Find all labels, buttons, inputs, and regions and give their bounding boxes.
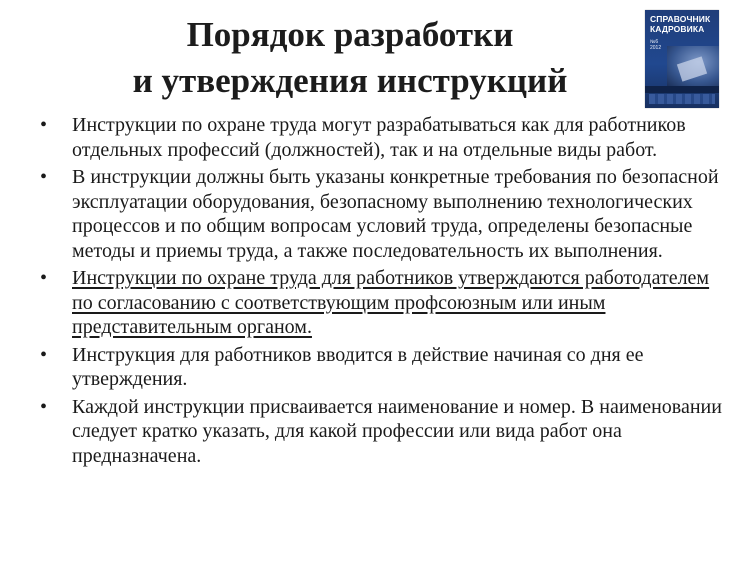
bullet-marker: • [40,166,48,188]
bullet-text: Инструкции по охране труда могут разрабатываться как для работников отдельных профессий (должностей), так и на отдельные виды работ. [72,114,686,161]
title-line-1: Порядок разработки [186,15,514,54]
bullet-list [40,113,730,471]
cover-issue: №6 2012 [650,39,662,51]
bullet-item-underlined [40,266,730,340]
cover-bottom-strip [649,94,715,104]
bullet-item [40,395,730,469]
title-line-2: и утверждения инструкций [132,61,568,100]
bullet-text: В инструкции должны быть указаны конкретные требования по безопасной эксплуатации оборудования, безопасному выполнению технологических процессов и по общим вопросам условий труда, определены безопасные методы и приемы труда, а также последовательность их выполнения. [72,166,719,262]
bullet-marker: • [40,395,48,418]
slide-title [90,12,610,104]
bullet-text: Инструкция для работников вводится в действие начиная со дня ее утверждения. [72,343,644,390]
bullet-marker: • [40,343,48,366]
bullet-marker: • [40,267,48,289]
bullet-item [40,343,730,392]
bullet-marker: • [40,114,48,136]
cover-photo [667,46,719,86]
cover-bar [645,86,719,93]
magazine-cover-image [645,10,719,108]
bullet-text: Каждой инструкции присваивается наименование и номер. В наименовании следует кратко указать, для какой профессии или вида работ она предназначена. [72,395,722,467]
cover-title: СПРАВОЧНИК КАДРОВИКА [650,14,711,34]
bullet-text: Инструкции по охране труда для работников утверждаются работодателем по согласованию с соответствующим профсоюзным или иным представительным органом. [72,267,710,338]
bullet-item [40,113,730,162]
bullet-item [40,165,730,263]
